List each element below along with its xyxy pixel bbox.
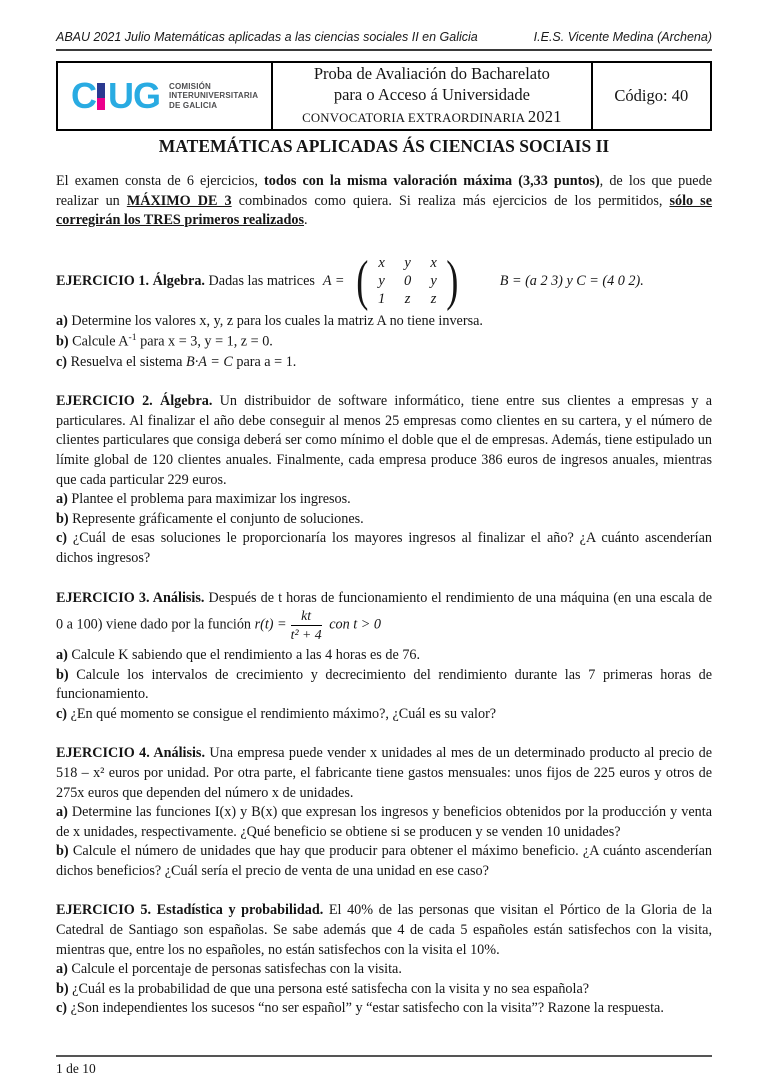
exercise-5-item-a <box>56 960 712 980</box>
exercise-1-statement <box>56 249 712 312</box>
exercise-2-item-b <box>56 510 712 530</box>
masthead-table <box>56 61 712 131</box>
item-text: Represente gráficamente el conjunto de soluciones. <box>68 510 364 527</box>
item-text: Calcule los intervalos de crecimiento y decrecimiento del rendimiento durante las 7 primeras horas de funcionamiento. <box>56 666 712 703</box>
ciug-logo-word <box>71 75 160 117</box>
logo-letter-c: C <box>70 75 96 116</box>
exercise-3-item-c <box>56 705 712 725</box>
ciug-logo <box>71 75 258 117</box>
exam-title-line2: para o Acceso á Universidade <box>333 84 530 104</box>
exercise-5-item-b <box>56 980 712 1000</box>
running-header-left: ABAU 2021 Julio Matemáticas aplicadas a las ciencias sociales II en Galicia <box>56 30 478 44</box>
item-text: Calcule el número de unidades que hay que producir para obtener el máximo beneficio. ¿A cuánto ascenderían dichos beneficios? ¿Cuál sería el precio de venta de una unidad en ese caso? <box>56 843 712 879</box>
logo-org-line2: INTERUNIVERSITARIA <box>168 91 259 101</box>
matrix-cell: z <box>430 290 437 307</box>
exercise-3-heading: EJERCICIO 3. Análisis. <box>56 589 205 606</box>
running-header <box>56 0 712 44</box>
exercise-3-item-a <box>56 646 712 666</box>
running-header-right: I.E.S. Vicente Medina (Archena) <box>533 30 712 44</box>
code-cell <box>593 63 710 129</box>
exercise-2-body: Un distribuidor de software informático, tiene entre sus clientes a empresas y a particulares. Al finalizar el año debe conseguir al menos 25 empresas como clientes en su cartera, y el número de clientes particulares que consiga deberá ser como mínimo el doble que el de empresas. Además, tiene estipulado un límite global de 120 clientes anuales. Finalmente, cada empresa produce 386 euros de ingresos anuales, mientras que cada particular 229 euros. <box>56 393 712 488</box>
matrix-cell: y <box>404 254 411 271</box>
item-math: B·A = C <box>186 353 233 370</box>
item-label: c) <box>56 530 68 547</box>
item-label: a) <box>56 961 68 978</box>
intro-text: El examen consta de 6 ejercicios, <box>56 173 265 189</box>
item-text: Calcule K sabiendo que el rendimiento a las 4 horas es de 76. <box>67 646 421 663</box>
page-number: 1 de 10 <box>56 1061 96 1076</box>
exercise-3 <box>56 589 712 725</box>
item-text: para x = 3, y = 1, z = 0. <box>136 334 273 351</box>
exercise-3-body: Después de t horas de funcionamiento el rendimiento de una máquina (en una escala de 0 a 100) viene dado por la función <box>56 589 712 633</box>
matrix-cell: y <box>430 272 437 289</box>
exercise-4-item-a <box>56 803 712 842</box>
matrix-cell: y <box>378 272 385 289</box>
header-rule <box>56 49 712 51</box>
exercise-4 <box>56 744 712 881</box>
item-text: ¿En qué momento se consigue el rendimiento máximo?, ¿Cuál es su valor? <box>67 705 497 722</box>
item-text: Plantee el problema para maximizar los ingresos. <box>67 491 351 508</box>
code-label: Código: 40 <box>614 86 689 105</box>
fraction-denominator: t² + 4 <box>290 627 322 643</box>
item-label: a) <box>56 804 68 821</box>
exercise-5 <box>56 901 712 1019</box>
fraction <box>291 608 322 643</box>
logo-cell <box>58 63 273 129</box>
convocatoria-text: CONVOCATORIA EXTRAORDINARIA <box>302 110 525 125</box>
page-footer <box>56 1055 712 1077</box>
logo-org-line1: COMISIÓN <box>168 81 212 91</box>
exercise-1-item-c <box>56 353 712 373</box>
exercise-5-item-c <box>56 999 712 1019</box>
matrix-cell: 0 <box>403 272 412 289</box>
item-label: b) <box>56 980 69 997</box>
item-text: Calcule A <box>68 334 129 351</box>
matrix-cell: x <box>378 254 385 271</box>
item-label: b) <box>56 510 69 527</box>
exercise-4-item-b <box>56 842 712 881</box>
intro-max-3: MÁXIMO DE 3 <box>126 192 232 209</box>
item-label: a) <box>56 646 68 663</box>
item-label: a) <box>56 491 68 508</box>
exercise-1-heading: EJERCICIO 1. Álgebra. <box>56 272 205 289</box>
logo-letter-g: G <box>132 75 160 116</box>
formula-condition: con t > 0 <box>325 616 381 633</box>
exercise-2-statement <box>56 392 712 490</box>
item-label: b) <box>56 666 69 683</box>
exercise-5-heading: EJERCICIO 5. Estadística y probabilidad. <box>56 902 324 919</box>
intro-text: combinados como quiera. Si realiza más ejercicios de los permitidos, <box>231 192 670 209</box>
logo-org-name <box>169 82 258 111</box>
matrix-a <box>353 249 461 312</box>
exercise-1-lead: Dadas las matrices <box>204 272 315 289</box>
item-text: ¿Cuál de esas soluciones le proporcionaría los mayores ingresos al finalizar el año? ¿A cuánto ascenderían dichos ingresos? <box>56 530 712 567</box>
logo-letter-u: U <box>107 75 133 116</box>
exercise-5-statement <box>56 901 712 960</box>
item-label: c) <box>56 353 68 370</box>
matrices-b-c: B = (a 2 3) y C = (4 0 2). <box>499 272 644 289</box>
right-paren: ) <box>446 249 459 312</box>
matrix-a-label: A = <box>322 272 345 289</box>
exam-title-cell <box>273 63 592 129</box>
exercise-1 <box>56 249 712 373</box>
matrix-cell: 1 <box>377 290 386 307</box>
exam-title-line1: Proba de Avaliación do Bacharelato <box>313 64 550 84</box>
item-label: b) <box>56 334 69 351</box>
exercise-4-statement <box>56 744 712 803</box>
exercise-5-body: El 40% de las personas que visitan el Pórtico de la Gloria de la Catedral de Santiago son españolas. Se sabe además que 4 de cada 5 españoles están satisfechos con la visita, mientras que, entre los no españoles, no están satisfechos con la visita el 10%. <box>56 902 712 958</box>
item-text: Determine los valores x, y, z para los cuales la matriz A no tiene inversa. <box>67 312 483 329</box>
exercise-1-item-a <box>56 312 712 332</box>
item-text: ¿Cuál es la probabilidad de que una persona esté satisfecha con la visita y no sea española? <box>68 980 590 997</box>
intro-bold-valoracion: todos con la misma valoración máxima (3,33 puntos) <box>264 173 600 189</box>
exercise-3-item-b <box>56 666 712 705</box>
intro-tres-primeros: sólo se corregirán los TRES primeros realizados <box>56 192 713 229</box>
item-label: a) <box>56 312 68 329</box>
exercise-2 <box>56 392 712 568</box>
logo-org-line3: DE GALICIA <box>168 100 218 110</box>
item-text: Determine las funciones I(x) y B(x) que expresan los ingresos y beneficios obtenidos por la producción y venta de x unidades, respectivamente. ¿Qué beneficio se obtiene si se producen y se venden 10 unidades? <box>56 804 712 840</box>
item-text: para a = 1. <box>232 353 297 370</box>
superscript: -1 <box>128 332 137 344</box>
intro-text: , de los que puede realizar un <box>56 173 712 209</box>
fraction-numerator: kt <box>291 608 322 626</box>
convocatoria-line <box>277 107 586 127</box>
formula-lhs: r(t) = <box>254 616 287 633</box>
exercise-2-item-a <box>56 490 712 510</box>
item-text: Resuelva el sistema <box>67 353 187 370</box>
subject-title: MATEMÁTICAS APLICADAS ÁS CIENCIAS SOCIAIS II <box>158 136 610 156</box>
intro-text: . <box>304 212 308 229</box>
exercise-4-heading: EJERCICIO 4. Análisis. <box>56 745 206 762</box>
exercise-2-heading: EJERCICIO 2. Álgebra. <box>56 393 213 410</box>
convocatoria-year: 2021 <box>527 106 562 126</box>
exercise-2-item-c <box>56 529 712 568</box>
logo-letter-i <box>97 83 105 110</box>
item-label: c) <box>56 1000 68 1017</box>
exercise-1-item-b <box>56 331 712 352</box>
intro-paragraph <box>56 172 712 231</box>
item-label: b) <box>56 843 69 860</box>
matrix-cell: x <box>430 254 437 271</box>
exercise-3-statement <box>56 589 712 643</box>
matrix-a-grid <box>372 255 443 308</box>
item-text: Calcule el porcentaje de personas satisfechas con la visita. <box>67 961 402 978</box>
item-text: ¿Son independientes los sucesos “no ser español” y “estar satisfecho con la visita”? Razone la respuesta. <box>67 1000 664 1017</box>
matrix-cell: z <box>404 290 411 307</box>
exercise-4-body: Una empresa puede vender x unidades al mes de un determinado producto al precio de 518 – x² euros por unidad. Por otra parte, el fabricante tiene gastos mensuales: unos fijos de 225 euros y otros de 275x euros que dependen del número x de unidades. <box>56 745 713 801</box>
left-paren: ( <box>356 249 369 312</box>
item-label: c) <box>56 705 68 722</box>
